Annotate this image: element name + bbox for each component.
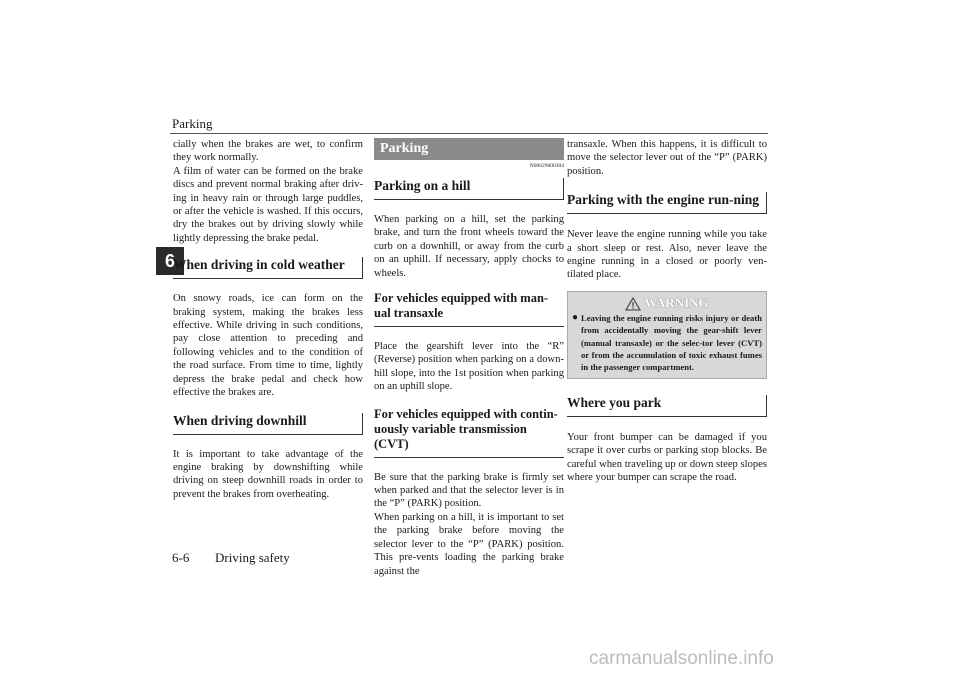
paragraph: Never leave the engine running while you take a short sleep or rest. Also, never leave the engine running in a closed or poorly ven-tilated place. [567, 229, 767, 281]
section-banner-parking: Parking [374, 138, 564, 160]
warning-triangle-icon [625, 297, 641, 311]
paragraph: Your front bumper can be damaged if you scrape it over curbs or parking stop blocks. Be careful when traveling up or down steep slopes where your bumper can scrape the road. [567, 431, 767, 484]
paragraph: Be sure that the parking brake is firmly set when parked and that the selector lever is in the “P” (PARK) position. [374, 471, 564, 510]
heading-where-you-park: Where you park [567, 395, 767, 417]
paragraph: cially when the brakes are wet, to confirm they work normally. [173, 139, 363, 164]
page-number: 6-6 [172, 550, 190, 565]
paragraph: It is important to take advantage of the engine braking by downshifting while driving on steep downhill roads in order to prevent the brakes from overheating. [173, 448, 363, 500]
reference-code: N00629600304 [529, 163, 564, 169]
warning-item [572, 312, 762, 374]
warning-text: Leaving the engine running risks injury or death from accidentally moving the gear-shift lever (manual transaxle) or the selec-tor lever (CVT) or from the accumulation of toxic exhaust fumes in the passenger compartment. [581, 312, 762, 373]
running-header: Parking [172, 116, 213, 131]
heading-engine-running: Parking with the engine run-ning [567, 192, 767, 214]
header-rule [170, 133, 768, 134]
column-1 [173, 138, 363, 501]
column-2 [374, 138, 564, 578]
chapter-tab: 6 [156, 247, 184, 275]
heading-parking-on-hill: Parking on a hill [374, 178, 564, 200]
paragraph: On snowy roads, ice can form on the braking system, making the brakes less effective. While driving in such conditions, pay close attention to preceding and following vehicles and to the condition of the road surface. From time to time, lightly depress the brake pedal and check how effective the brakes are. [173, 293, 363, 399]
paragraph: A film of water can be formed on the brake discs and prevent normal braking after driv-ing in heavy rain or through large puddles, or after the vehicle is washed. If this occurs, dry the brakes out by driving slowly while lightly depressing the brake pedal. [173, 165, 363, 244]
paragraph: When parking on a hill, it is important to set the parking brake before moving the selector lever to the “P” (PARK) position. This pre-vents loading the parking brake against the [374, 511, 564, 577]
warning-header [572, 294, 762, 312]
warning-label: WARNING [644, 294, 709, 310]
paragraph: Place the gearshift lever into the “R” (Reverse) position when parking on a down-hill slope, into the 1st position when parking on an uphill slope. [374, 341, 564, 393]
column-3 [567, 138, 767, 485]
paragraph: When parking on a hill, set the parking brake, and turn the front wheels toward the curb on a downhill, or away from the curb on an uphill. If necessary, apply chocks to wheels. [374, 214, 564, 279]
warning-box [567, 291, 767, 379]
heading-cold-weather: When driving in cold weather [173, 257, 363, 279]
paragraph: transaxle. When this happens, it is difficult to move the selector lever out of the “P” (PARK) position. [567, 139, 767, 177]
heading-cvt: For vehicles equipped with contin-uously variable transmission (CVT) [374, 407, 564, 458]
footer-section-title: Driving safety [215, 550, 290, 565]
heading-manual-transaxle: For vehicles equipped with man-ual transaxle [374, 291, 564, 327]
bullet-icon: ● [572, 311, 579, 323]
heading-downhill: When driving downhill [173, 413, 363, 435]
watermark-link[interactable]: carmanualsonline.info [589, 648, 774, 669]
